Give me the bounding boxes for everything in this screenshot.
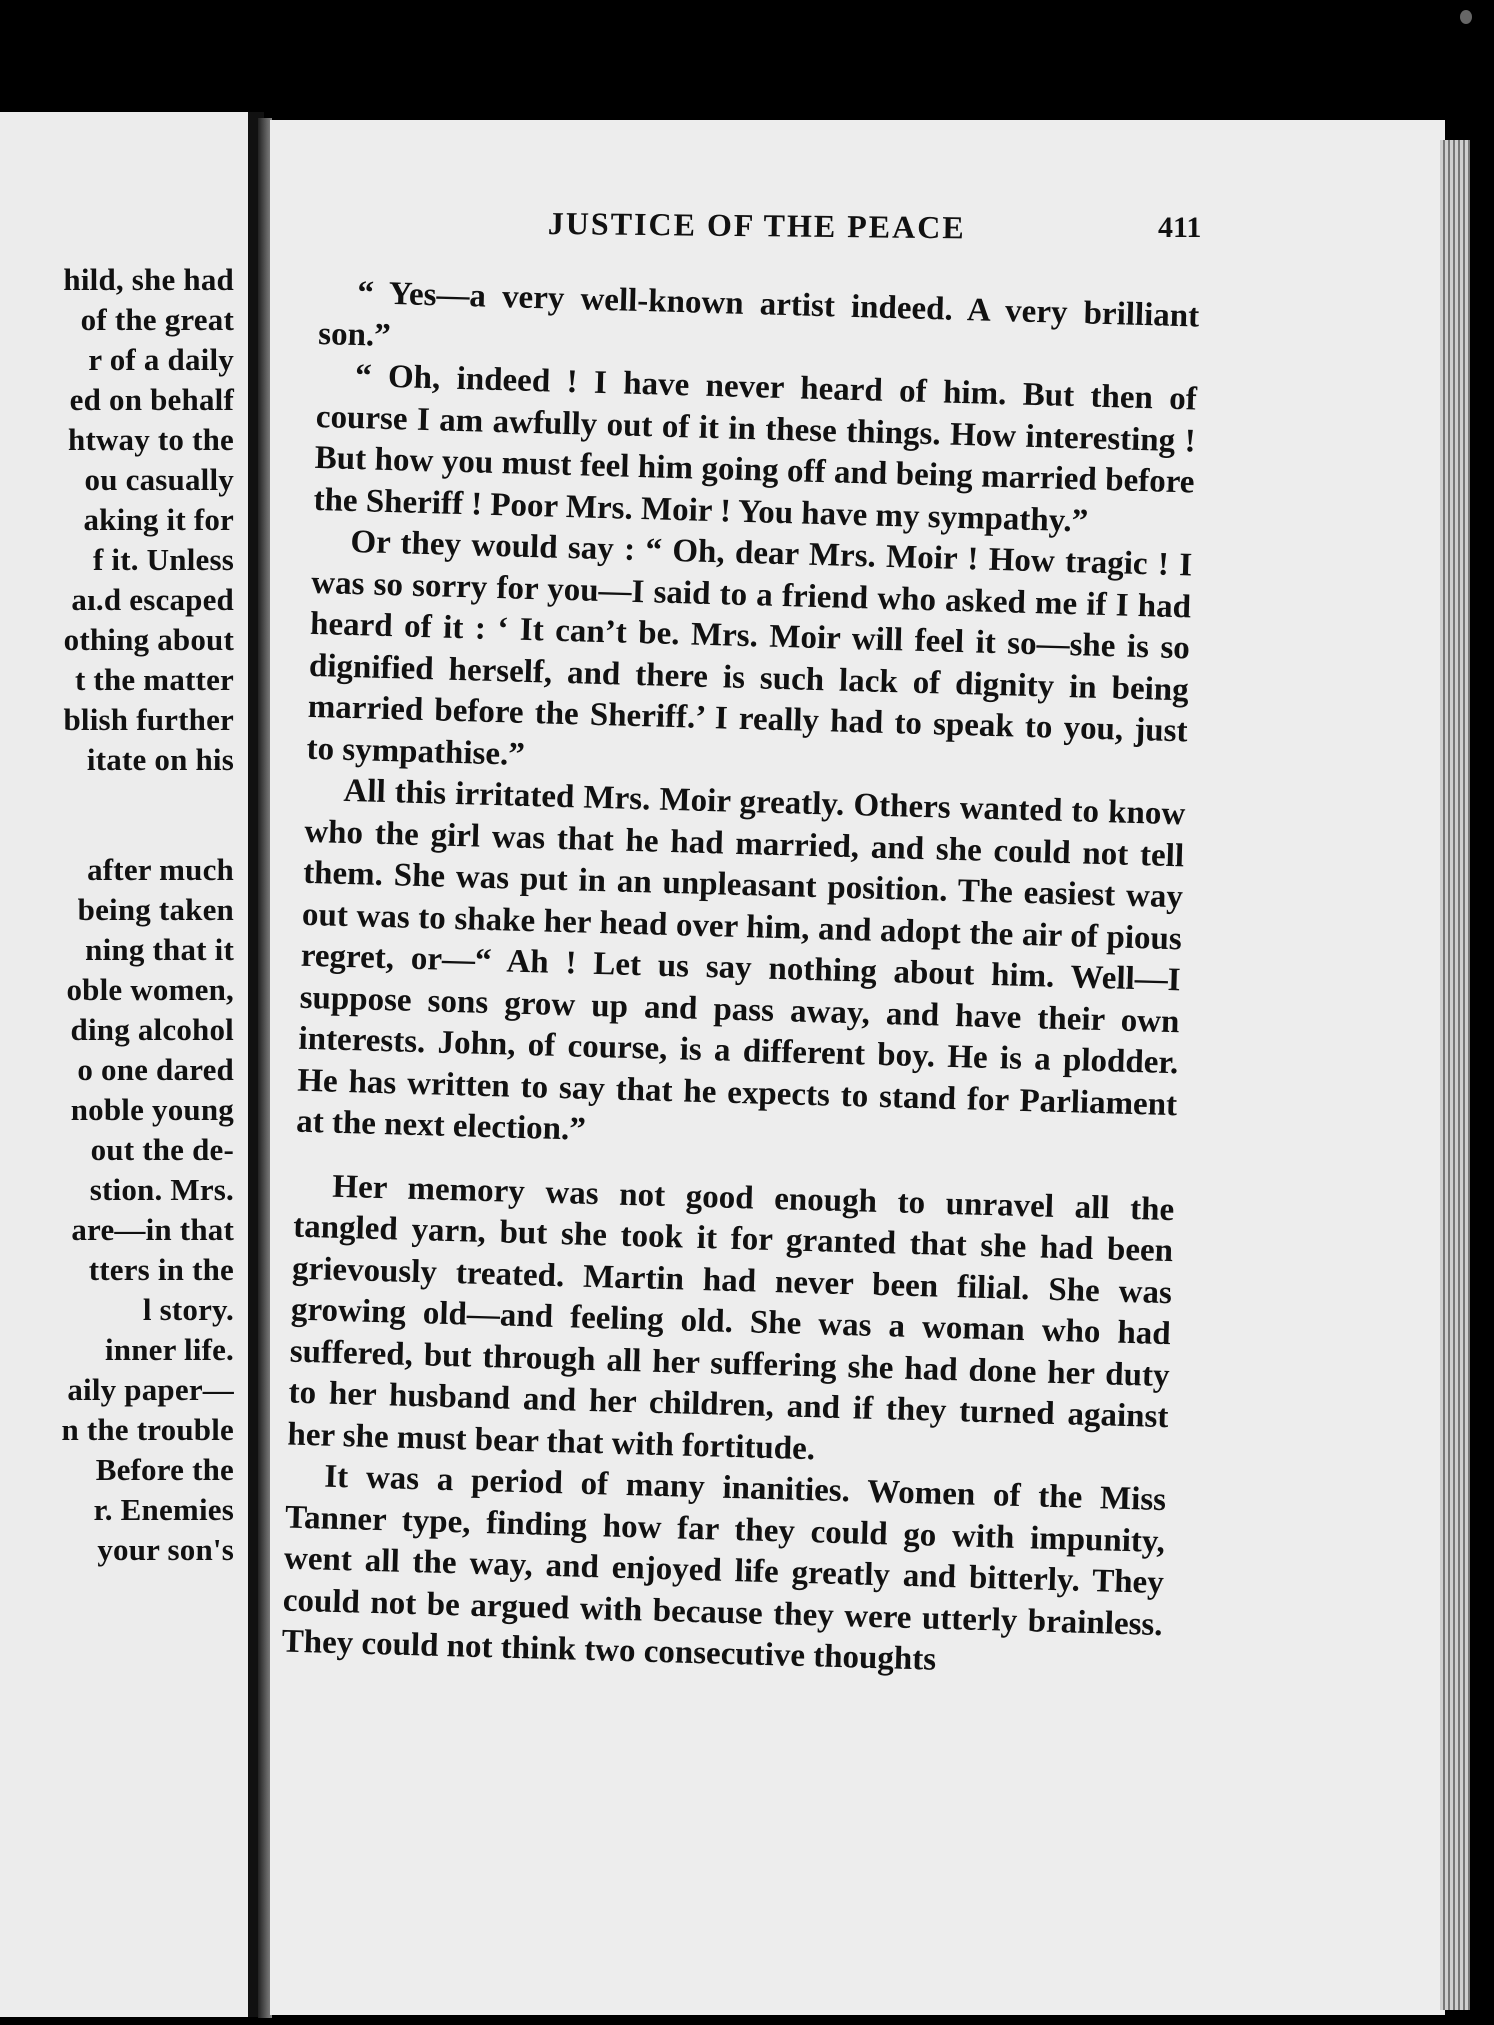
left-page-line: aking it for — [83, 502, 234, 537]
paragraph: All this irritated Mrs. Moir greatly. Others wanted to know who the girl was that he had married, and she could not tell them. She was put in an unpleasant position. The easiest way out was to shake her head over him, and adopt the air of pious regret, or—“ Ah ! Let us say nothing about him. Well—I suppose sons grow up and pass away, and have their own interests. John, of course, is a different boy. He is a plodder. He has written to say that he expects to stand for Parliament at the next election.” — [295, 772, 1186, 1148]
left-page-line: of the great — [80, 302, 234, 337]
left-page — [0, 112, 248, 2017]
running-head: JUSTICE OF THE PEACE — [547, 205, 966, 246]
left-page-line: ding alcohol — [70, 1012, 234, 1047]
left-page-line: f it. Unless — [92, 542, 234, 577]
left-page-line: n the trouble — [61, 1412, 234, 1447]
paragraph: Or they would say : “ Oh, dear Mrs. Moir ! How tragic ! I was so sorry for you—I said to a friend who asked me if I had heard of it : ‘ It can’t be. Mrs. Moir will feel it so—she is so dignified herself, and there is such lack of dignity in being married before the Sheriff.’ I really had to speak to you, just to sympathise.” — [306, 523, 1193, 773]
left-page-line: stion. Mrs. — [89, 1172, 234, 1207]
left-page-line: tters in the — [88, 1252, 234, 1287]
left-page-line: after much — [87, 852, 234, 887]
left-page-line: out the de- — [90, 1132, 234, 1167]
paragraph: “ Oh, indeed ! I have never heard of him. But then of course I am awfully out of it in these things. How interesting ! But how you must feel him going off and being married before the Sheriff ! Poor Mrs. Moir ! You have my sympathy.” — [313, 358, 1198, 540]
left-page-line: l story. — [142, 1292, 234, 1327]
left-page-line: inner life. — [104, 1332, 234, 1367]
left-page-line: ning that it — [85, 932, 234, 967]
left-page-line: r of a daily — [88, 342, 234, 377]
paragraph: Her memory was not good enough to unravel all the tangled yarn, but she took it for granted that she had been grievously treated. Martin had never been filial. She was growing old—and feeling old. She was a woman who had suffered, but through all her suffering she had done her duty to her husband and her children, and if they turned against her she must bear that with fortitude. — [287, 1168, 1175, 1467]
left-page-line: being taken — [77, 892, 234, 927]
left-page-line: t the matter — [74, 662, 234, 697]
left-page-line: ed on behalf — [69, 382, 234, 417]
left-page-line: are—in that — [71, 1212, 234, 1247]
left-page-line: htway to the — [68, 422, 234, 457]
left-page-line: aily paper— — [67, 1372, 234, 1407]
body-text — [281, 272, 1200, 1688]
left-page-line: Before the — [95, 1452, 234, 1487]
paragraph: “ Yes—a very well-known artist indeed. A very brilliant son.” — [317, 275, 1200, 354]
left-page-line: noble young — [70, 1092, 234, 1127]
scan-artifact — [1460, 10, 1472, 24]
right-page — [270, 120, 1445, 2015]
paragraph: It was a period of many inanities. Women of the Miss Tanner type, finding how far they could go with impunity, went all the way, and enjoyed life greatly and bitterly. They could not be argued with because they were utterly brainless. They could not think two consecutive thoughts — [281, 1458, 1167, 1678]
left-page-line: r. Enemies — [93, 1492, 234, 1527]
left-page-line: o one dared — [77, 1052, 234, 1087]
left-page-line: itate on his — [86, 742, 234, 777]
left-page-line: hild, she had — [63, 262, 234, 297]
left-page-line: othing about — [63, 622, 234, 657]
left-page-line: ou casually — [84, 462, 234, 497]
page-header — [270, 205, 1445, 265]
left-page-line: aı.d escaped — [71, 582, 234, 617]
page-number: 411 — [1158, 211, 1202, 244]
left-page-line: oble women, — [66, 972, 234, 1007]
left-page-line: your son's — [97, 1532, 234, 1567]
page-edges — [1440, 140, 1470, 2010]
left-page-line: blish further — [63, 702, 234, 737]
